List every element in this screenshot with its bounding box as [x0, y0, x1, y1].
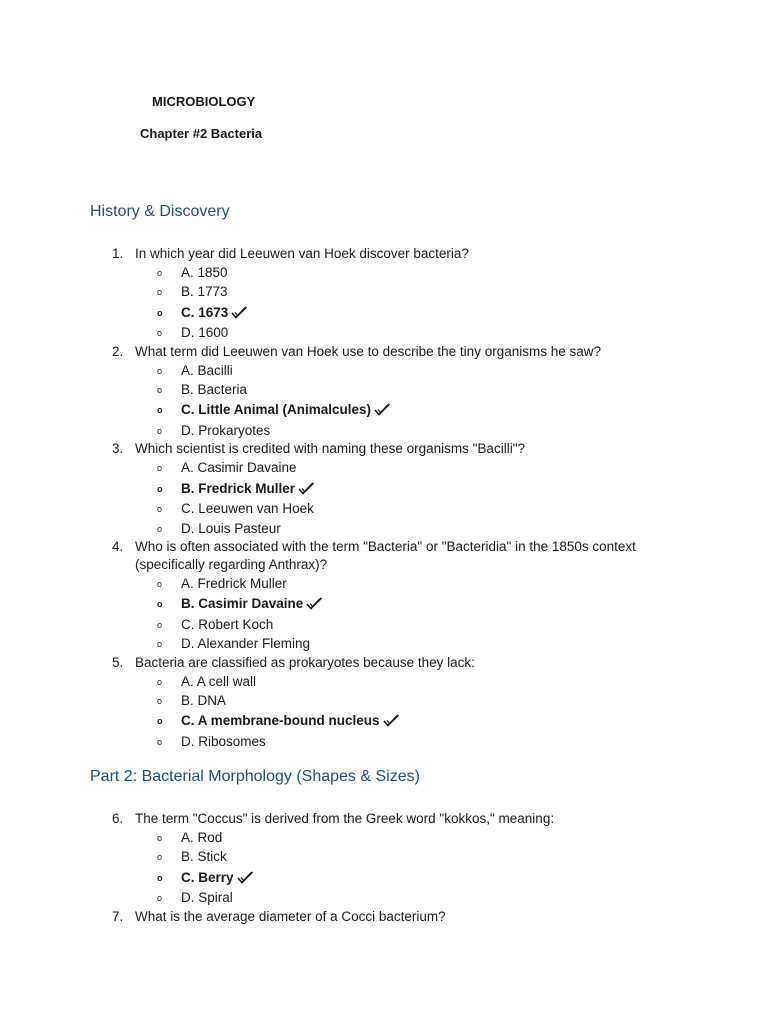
answer-option [0, 380, 768, 399]
answer-option [0, 421, 768, 440]
option-text: D. Alexander Fleming [181, 636, 311, 652]
question-number: 4. [112, 539, 124, 555]
bullet-icon: o [157, 872, 163, 883]
option-text: B. 1773 [181, 284, 228, 300]
option-text: D. Ribosomes [181, 733, 266, 749]
answer-option [0, 634, 768, 653]
option-text: B. Stick [181, 849, 227, 865]
question-text: In which year did Leeuwen van Hoek discover bacteria? [135, 246, 469, 261]
answer-option-correct [0, 399, 768, 421]
question-item [0, 908, 768, 926]
question-item [0, 440, 768, 538]
question-row [0, 654, 768, 672]
check-icon [374, 401, 391, 423]
bullet-icon: o [157, 696, 163, 707]
answer-option [0, 282, 768, 301]
option-text: B. Casimir Davaine [181, 596, 304, 612]
question-number: 6. [112, 811, 124, 826]
bullet-icon: o [157, 328, 163, 339]
check-icon [383, 712, 400, 734]
question-number: 2. [112, 343, 124, 359]
bullet-icon: o [157, 307, 163, 318]
question-item [0, 654, 768, 752]
answer-options [0, 361, 768, 441]
option-text: A. Rod [181, 830, 223, 845]
answer-option-correct [0, 593, 768, 615]
option-text: B. Fredrick Muller [181, 480, 296, 496]
answer-option [0, 574, 768, 593]
question-row [0, 908, 768, 926]
option-text: C. Leeuwen van Hoek [181, 501, 314, 517]
question-text: Which scientist is credited with naming these organisms "Bacilli"? [135, 441, 525, 457]
bullet-icon: o [157, 599, 163, 610]
question-item [0, 343, 768, 441]
answer-options [0, 672, 768, 752]
question-number: 5. [112, 654, 124, 670]
question-text: The term "Coccus" is derived from the Greek word "kokkos," meaning: [135, 811, 555, 826]
question-item [0, 538, 768, 654]
option-text: C. Berry [181, 869, 234, 885]
bullet-icon: o [157, 405, 163, 416]
option-text: B. DNA [181, 693, 227, 709]
bullet-icon: o [157, 676, 163, 687]
question-row [0, 440, 768, 458]
bullet-icon: o [157, 268, 163, 278]
question-text: Bacteria are classified as prokaryotes because they lack: [135, 654, 475, 670]
option-text: A. A cell wall [181, 673, 257, 689]
question-list-morphology [0, 810, 768, 926]
option-text: C. A membrane-bound nucleus [181, 713, 380, 729]
answer-option-correct [0, 478, 768, 500]
option-text: C. Little Animal (Animalcules) [181, 402, 372, 418]
answer-options [0, 263, 768, 343]
question-text: What is the average diameter of a Cocci bacterium? [135, 908, 446, 924]
chapter-subtitle: Chapter #2 Bacteria [140, 126, 263, 141]
answer-option [0, 499, 768, 518]
answer-option [0, 361, 768, 380]
option-text: B. Bacteria [181, 382, 248, 398]
option-text: C. Robert Koch [181, 616, 274, 632]
option-text: D. Spiral [181, 890, 233, 906]
answer-option [0, 888, 768, 907]
bullet-icon: o [157, 425, 163, 436]
bullet-icon: o [157, 893, 163, 904]
question-number: 3. [112, 441, 124, 457]
bullet-icon: o [157, 833, 163, 843]
option-text: D. 1600 [181, 325, 229, 341]
question-number: 7. [112, 908, 124, 924]
bullet-icon: o [157, 287, 163, 298]
answer-option [0, 615, 768, 634]
answer-option [0, 672, 768, 691]
bullet-icon: o [157, 579, 163, 590]
bullet-icon: o [157, 619, 163, 630]
bullet-icon: o [157, 483, 163, 494]
answer-option [0, 519, 768, 538]
option-text: D. Prokaryotes [181, 422, 271, 438]
question-row [0, 538, 768, 574]
answer-options [0, 458, 768, 538]
question-text: What term did Leeuwen van Hoek use to describe the tiny organisms he saw? [135, 343, 601, 359]
answer-option-correct [0, 302, 768, 324]
check-icon [237, 869, 254, 891]
answer-options [0, 574, 768, 654]
bullet-icon: o [157, 523, 163, 534]
bullet-icon: o [157, 365, 163, 376]
question-item [0, 810, 768, 908]
bullet-icon: o [157, 736, 163, 747]
bullet-icon: o [157, 716, 163, 727]
option-text: D. Louis Pasteur [181, 520, 281, 536]
answer-option [0, 847, 768, 866]
bullet-icon: o [157, 385, 163, 396]
bullet-icon: o [157, 639, 163, 650]
question-row [0, 343, 768, 361]
section-heading-history: History & Discovery [90, 203, 230, 220]
option-text: A. 1850 [181, 265, 228, 280]
answer-option [0, 732, 768, 751]
question-row [0, 810, 768, 828]
answer-option [0, 458, 768, 477]
answer-option [0, 828, 768, 847]
bullet-icon: o [157, 504, 163, 515]
check-icon [298, 480, 315, 502]
option-text: A. Bacilli [181, 362, 233, 378]
answer-option-correct [0, 867, 768, 889]
option-text: A. Fredrick Muller [181, 576, 287, 592]
check-icon [231, 304, 248, 326]
answer-option [0, 323, 768, 342]
answer-option [0, 691, 768, 710]
answer-option [0, 263, 768, 282]
answer-options [0, 828, 768, 908]
bullet-icon: o [157, 852, 163, 863]
document-title: MICROBIOLOGY [152, 94, 256, 109]
question-list-history [0, 245, 768, 751]
answer-option-correct [0, 710, 768, 732]
question-text: Who is often associated with the term "Bacteria" or "Bacteridia" in the 1850s context (specifically regarding Anthrax)? [135, 539, 636, 573]
check-icon [306, 595, 323, 617]
option-text: A. Casimir Davaine [181, 460, 297, 476]
bullet-icon: o [157, 463, 163, 474]
question-item [0, 245, 768, 343]
option-text: C. 1673 [181, 304, 229, 320]
section-heading-morphology: Part 2: Bacterial Morphology (Shapes & Sizes) [90, 768, 420, 785]
question-row [0, 245, 768, 263]
question-number: 1. [112, 246, 124, 261]
